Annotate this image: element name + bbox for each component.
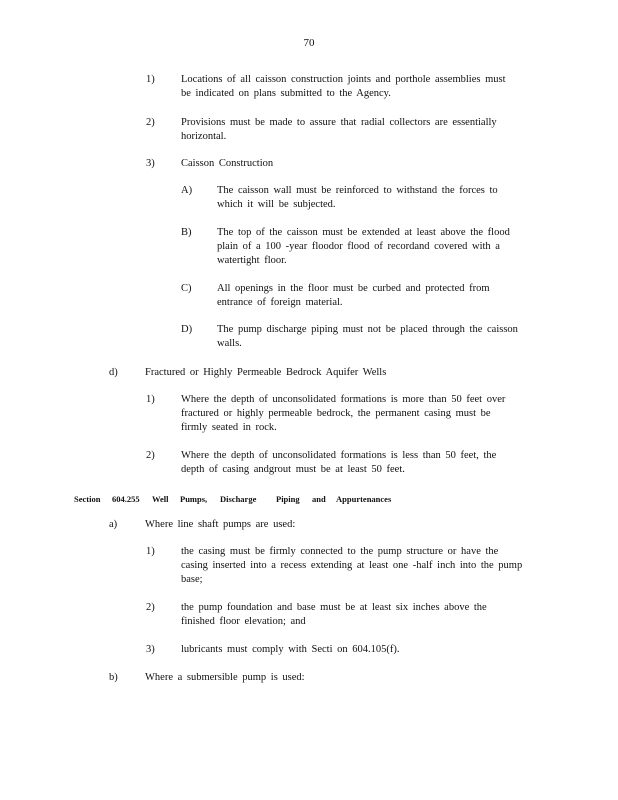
item-marker: A) (181, 185, 193, 196)
text-line: casing inserted into a recess extending at least one -half inch into the pump (181, 560, 523, 571)
item-marker: b) (109, 672, 118, 683)
item-text (181, 393, 541, 435)
text-line: walls. (217, 338, 242, 349)
section-title-word: and (312, 494, 326, 504)
section-title-word: Appurtenances (336, 494, 392, 504)
text-line: which it will be subjected. (217, 199, 336, 210)
text-line: Where the depth of unconsolidated formations is less than 50 feet, the (181, 450, 497, 461)
text-line: Provisions must be made to assure that radial collectors are essentially (181, 117, 497, 128)
page-number: 70 (303, 37, 315, 49)
item-marker: C) (181, 283, 192, 294)
text-line: Where line shaft pumps are used: (145, 519, 296, 530)
text-line: the pump foundation and base must be at least six inches above the (181, 602, 487, 613)
text-line: plain of a 100 -year floodor flood of recordand covered with a (217, 241, 500, 252)
text-line: Where a submersible pump is used: (145, 672, 305, 683)
item-text (181, 545, 543, 587)
item-text (217, 282, 541, 310)
item-marker: a) (109, 519, 118, 530)
text-line: watertight floor. (217, 255, 287, 266)
item-marker: d) (109, 367, 118, 378)
text-line: base; (181, 574, 203, 585)
item-marker: 2) (146, 602, 155, 613)
item-text (217, 184, 541, 212)
item-text (181, 157, 541, 171)
section-label: Section (74, 494, 101, 504)
text-line: The caisson wall must be reinforced to withstand the forces to (217, 185, 498, 196)
item-marker: 2) (146, 117, 155, 128)
text-line: lubricants must comply with Secti on 604.105(f). (181, 644, 400, 655)
item-marker: D) (181, 324, 193, 335)
text-line: All openings in the floor must be curbed and protected from (217, 283, 490, 294)
item-text (181, 73, 541, 101)
text-line: Fractured or Highly Permeable Bedrock Aquifer Wells (145, 367, 387, 378)
section-title-word: Pumps, (180, 494, 208, 504)
text-line: horizontal. (181, 131, 227, 142)
item-text (145, 518, 541, 532)
item-marker: 1) (146, 546, 155, 557)
item-marker: B) (181, 227, 192, 238)
item-text (181, 449, 541, 477)
text-line: depth of casing andgrout must be at least 50 feet. (181, 464, 405, 475)
section-title-word: Discharge (220, 494, 257, 504)
item-text (217, 323, 541, 351)
item-text (145, 671, 541, 685)
section-title-word: Well (152, 494, 169, 504)
text-line: firmly seated in rock. (181, 422, 277, 433)
item-text (145, 366, 541, 380)
text-line: fractured or highly permeable bedrock, the permanent casing must be (181, 408, 491, 419)
item-text (181, 643, 541, 657)
item-marker: 2) (146, 450, 155, 461)
item-marker: 3) (146, 158, 155, 169)
section-title-word: Piping (276, 494, 300, 504)
text-line: be indicated on plans submitted to the Agency. (181, 88, 391, 99)
item-text (217, 226, 541, 268)
text-line: finished floor elevation; and (181, 616, 306, 627)
section-number: 604.255 (112, 494, 140, 504)
text-line: Where the depth of unconsolidated formations is more than 50 feet over (181, 394, 506, 405)
item-text (181, 116, 541, 144)
text-line: Locations of all caisson construction joints and porthole assemblies must (181, 74, 506, 85)
item-marker: 1) (146, 394, 155, 405)
text-line: Caisson Construction (181, 158, 274, 169)
item-text (181, 601, 541, 629)
item-marker: 1) (146, 74, 155, 85)
text-line: the casing must be firmly connected to the pump structure or have the (181, 546, 499, 557)
text-line: The pump discharge piping must not be placed through the caisson (217, 324, 518, 335)
item-marker: 3) (146, 644, 155, 655)
text-line: The top of the caisson must be extended at least above the flood (217, 227, 510, 238)
text-line: entrance of foreign material. (217, 297, 343, 308)
